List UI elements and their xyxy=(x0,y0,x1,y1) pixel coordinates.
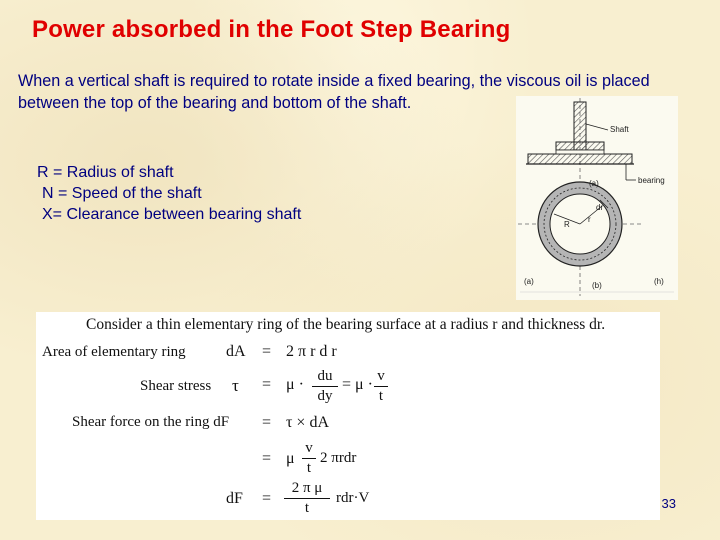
force-equals: = xyxy=(262,414,272,431)
shaft-section xyxy=(556,102,604,150)
line4-rest: 2 πrdr xyxy=(320,450,357,466)
stress-lhs: τ xyxy=(232,376,239,395)
fraction-du: du xyxy=(317,368,333,384)
stress-equals: = xyxy=(262,376,272,393)
stress-mu: μ · xyxy=(286,376,304,393)
line5-equals: = xyxy=(262,490,272,507)
figure-label-h: (h) xyxy=(654,277,664,286)
slide-title: Power absorbed in the Foot Step Bearing xyxy=(32,16,511,43)
line4-denominator: t xyxy=(306,460,312,476)
figure-label-shaft: Shaft xyxy=(610,125,629,134)
equation-intro: Consider a thin elementary ring of the bearing surface at a radius r and thickness dr. xyxy=(86,316,606,333)
figure-label-b: (b) xyxy=(592,281,602,290)
intro-paragraph: When a vertical shaft is required to rotate inside a fixed bearing, the viscous oil is placed between the top of the bearing and bottom of the shaft. xyxy=(18,72,650,112)
line4-mu: μ xyxy=(286,450,295,467)
fraction-v-t xyxy=(374,368,388,405)
figure-label-dr: dr xyxy=(596,203,604,212)
fraction-du-dy xyxy=(312,368,338,405)
fraction-t: t xyxy=(378,388,384,404)
stress-equals-mu: = μ · xyxy=(342,376,373,393)
area-equals: = xyxy=(262,343,272,360)
area-lhs: dA xyxy=(226,343,246,360)
stress-label: Shear stress xyxy=(140,378,212,394)
figure-label-r: r xyxy=(588,215,591,224)
line5-denominator: t xyxy=(304,500,310,516)
line4-equals: = xyxy=(262,450,272,467)
fraction-v: v xyxy=(377,368,385,384)
foot-step-bearing-figure xyxy=(516,96,678,300)
fraction-line5 xyxy=(284,480,330,517)
line5-numerator: 2 π μ xyxy=(291,480,323,496)
force-label: Shear force on the ring dF xyxy=(72,414,230,430)
line4-numerator: v xyxy=(305,440,313,456)
bearing-base xyxy=(526,150,634,164)
equations-panel xyxy=(36,312,660,520)
area-rhs: 2 π r d r xyxy=(286,343,337,360)
page-number: 33 xyxy=(661,496,676,511)
fraction-dy: dy xyxy=(317,388,333,404)
definitions-list xyxy=(37,162,301,225)
figure-label-a-bottom: (a) xyxy=(524,277,534,286)
figure-label-a-top: (a) xyxy=(589,179,599,188)
area-label: Area of elementary ring xyxy=(42,344,186,360)
figure-label-R: R xyxy=(564,220,570,229)
shaft-leader xyxy=(586,124,608,130)
figure-label-bearing: bearing xyxy=(638,176,665,185)
ring-plan-view xyxy=(538,182,622,266)
definition-radius: R = Radius of shaft xyxy=(37,164,174,181)
force-rhs: τ × dA xyxy=(286,414,330,431)
bearing-diagram xyxy=(516,96,678,300)
definition-speed: N = Speed of the shaft xyxy=(42,185,202,202)
line5-rest: rdr·V xyxy=(336,490,370,506)
line5-lhs: dF xyxy=(226,490,243,507)
fraction-line4 xyxy=(302,440,316,477)
definition-clearance: X= Clearance between bearing shaft xyxy=(42,206,302,223)
